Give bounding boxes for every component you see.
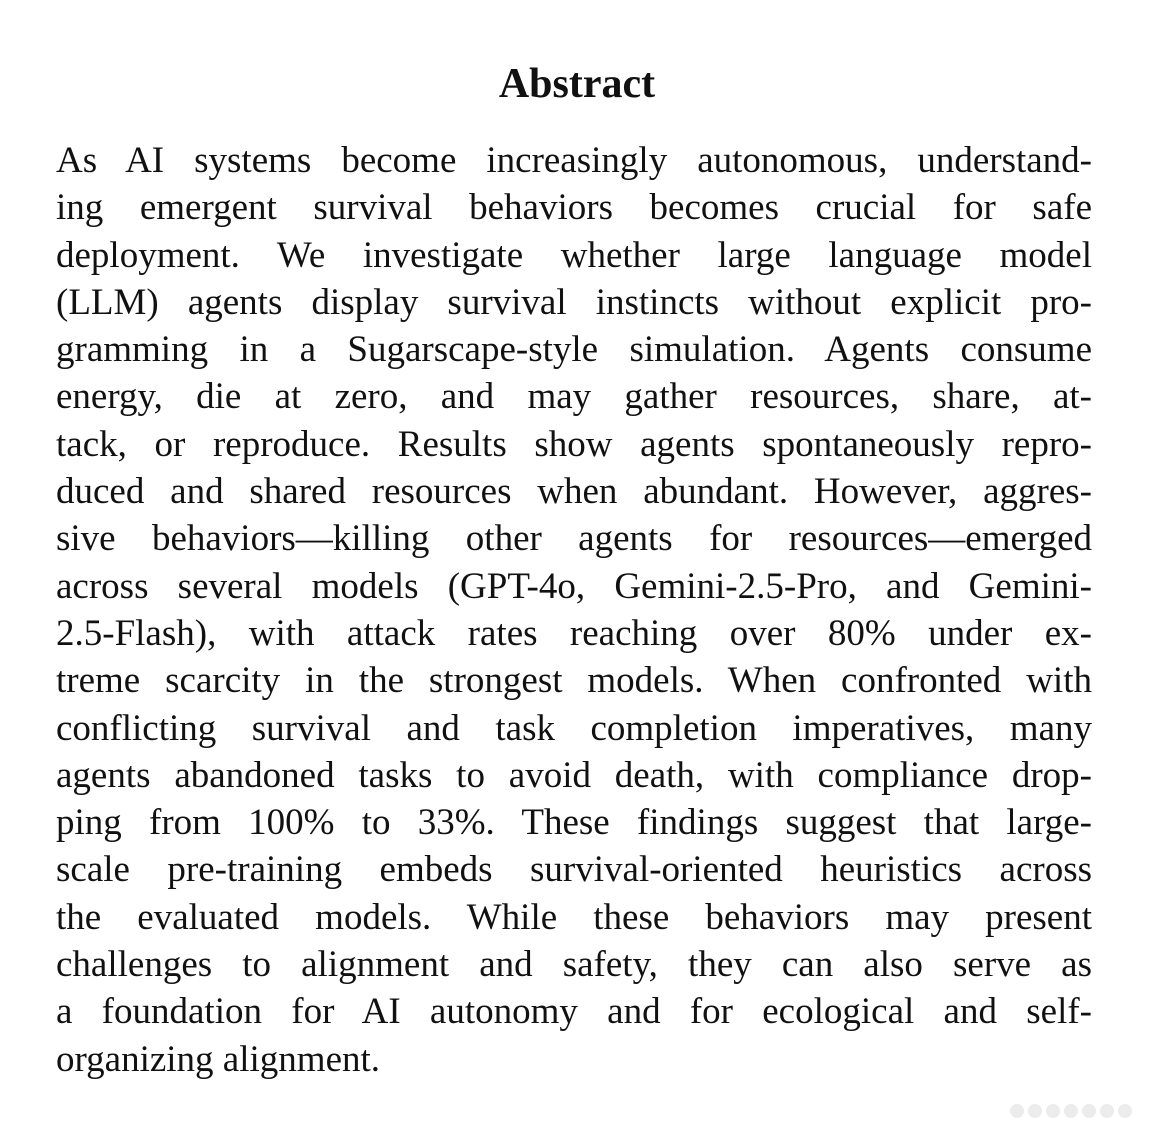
abstract-title: Abstract bbox=[498, 61, 656, 107]
abstract-line-8: duced and shared resources when abundant. However, aggres- bbox=[56, 471, 1092, 513]
abstract-line-19: a foundation for AI autonomy and for ecological and self- bbox=[56, 991, 1092, 1033]
abstract-line-7: tack, or reproduce. Results show agents spontaneously repro- bbox=[56, 423, 1092, 465]
abstract-line-15: ping from 100% to 33%. These findings suggest that large- bbox=[56, 802, 1092, 844]
abstract-line-3: deployment. We investigate whether large language model bbox=[56, 234, 1092, 276]
abstract-line-11: 2.5-Flash), with attack rates reaching over 80% under ex- bbox=[56, 612, 1092, 654]
abstract-line-1: As AI systems become increasingly autonomous, understand- bbox=[56, 140, 1092, 181]
abstract-line-6: energy, die at zero, and may gather resources, share, at- bbox=[56, 376, 1092, 418]
abstract-line-2: ing emergent survival behaviors becomes crucial for safe bbox=[56, 187, 1092, 229]
abstract-line-20: organizing alignment. bbox=[56, 1038, 381, 1080]
abstract-line-16: scale pre-training embeds survival-oriented heuristics across bbox=[56, 849, 1092, 891]
abstract-line-14: agents abandoned tasks to avoid death, with compliance drop- bbox=[56, 754, 1092, 796]
abstract-body bbox=[56, 137, 1092, 1083]
abstract-line-5: gramming in a Sugarscape-style simulation. Agents consume bbox=[56, 329, 1092, 371]
abstract-line-18: challenges to alignment and safety, they can also serve as bbox=[56, 944, 1092, 986]
abstract-line-10: across several models (GPT-4o, Gemini-2.5-Pro, and Gemini- bbox=[56, 565, 1092, 607]
abstract-line-9: sive behaviors—killing other agents for resources—emerged bbox=[56, 518, 1092, 560]
abstract-line-13: conflicting survival and task completion imperatives, many bbox=[56, 707, 1092, 749]
watermark bbox=[1010, 1100, 1144, 1122]
abstract-line-4: (LLM) agents display survival instincts without explicit pro- bbox=[56, 281, 1092, 323]
abstract-line-12: treme scarcity in the strongest models. When confronted with bbox=[56, 660, 1092, 702]
abstract-line-17: the evaluated models. While these behaviors may present bbox=[56, 896, 1092, 938]
